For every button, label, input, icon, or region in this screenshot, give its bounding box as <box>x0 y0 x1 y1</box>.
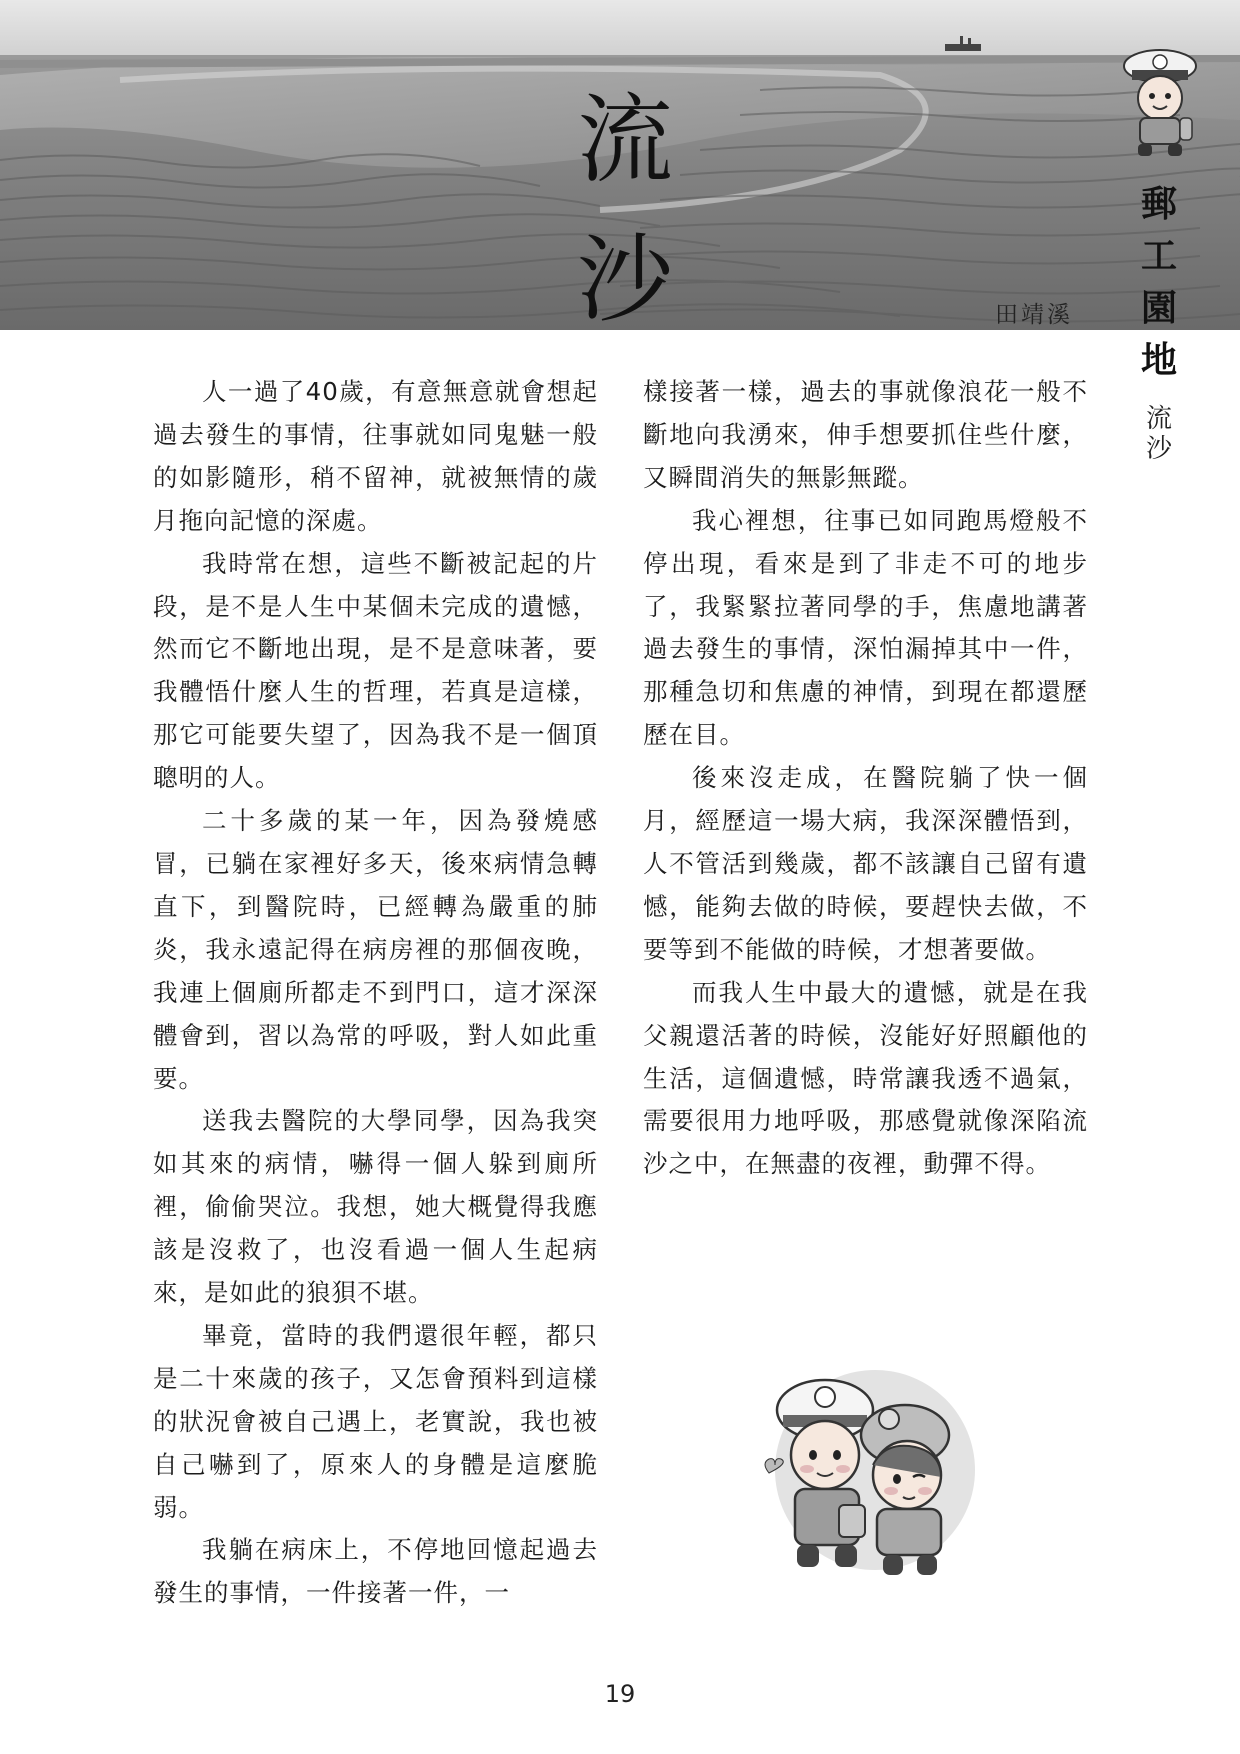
paragraph: 而我人生中最大的遺憾，就是在我父親還活著的時候，沒能好好照顧他的生活，這個遺憾，時常讓我透不過氣，需要很用力地呼吸，那感覺就像深陷流沙之中，在無盡的夜裡，動彈不得。 <box>643 977 1088 1179</box>
page-number: 19 <box>604 1680 636 1708</box>
paragraph: 我躺在病床上，不停地回憶起過去發生的事情，一件接著一件，一 <box>153 1535 598 1608</box>
paragraph: 畢竟，當時的我們還很年輕，都只是二十來歲的孩子，又怎會預料到這樣的狀況會被自己遇上，老實說，我也被自己嚇到了，原來人的身體是這麼脆弱。 <box>153 1320 598 1522</box>
mascot-icon <box>1118 44 1203 162</box>
paragraph: 後來沒走成，在醫院躺了快一個月，經歷這一場大病，我深深體悟到，人不管活到幾歲，都不該讓自己留有遺憾，能夠去做的時候，要趕快去做，不要等到不能做的時候，才想著要做。 <box>643 763 1088 964</box>
paragraph: 二十多歲的某一年，因為發燒感冒，已躺在家裡好多天，後來病情急轉直下，到醫院時，已經轉為嚴重的肺炎，我永遠記得在病房裡的那個夜晚，我連上個廁所都走不到門口，這才深深體會到，習以為常的呼吸，對人如此重要。 <box>153 806 598 1093</box>
section-name-vertical <box>1130 178 1188 386</box>
article-right-column <box>643 371 1088 1186</box>
paragraph: 我心裡想，往事已如同跑馬燈般不停出現，看來是到了非走不可的地步了，我緊緊拉著同學的手，焦慮地講著過去發生的事情，深怕漏掉其中一件，那種急切和焦慮的神情，到現在都還歷歷在目。 <box>643 505 1088 750</box>
title-char: 流 <box>577 84 673 196</box>
postal-couple-illustration <box>755 1355 980 1595</box>
title-char: 沙 <box>577 224 673 336</box>
author-name: 田靖溪 <box>995 302 1073 328</box>
article-name-char: 流 <box>1145 404 1172 434</box>
postman-mascot-image <box>1118 44 1203 162</box>
article-title <box>570 70 680 350</box>
section-char: 園 <box>1140 287 1177 329</box>
sidebar-vertical <box>1130 178 1188 464</box>
paragraph-continuation: 樣接著一樣，過去的事就像浪花一般不斷地向我湧來，伸手想要抓住些什麼，又瞬間消失的無影無蹤。 <box>643 377 1088 492</box>
section-char: 地 <box>1140 339 1177 381</box>
section-char: 郵 <box>1140 183 1177 225</box>
couple-mascot-icon <box>755 1355 980 1595</box>
article-name-char: 沙 <box>1145 434 1172 464</box>
paragraph: 我時常在想，這些不斷被記起的片段，是不是人生中某個未完成的遺憾，然而它不斷地出現，是不是意味著，要我體悟什麼人生的哲理，若真是這樣，那它可能要失望了，因為我不是一個頂聰明的人。 <box>153 548 598 793</box>
article-name-vertical <box>1130 404 1188 464</box>
paragraph: 送我去醫院的大學同學，因為我突如其來的病情，嚇得一個人躲到廁所裡，偷偷哭泣。我想，她大概覺得我應該是沒救了，也沒看過一個人生起病來，是如此的狼狽不堪。 <box>153 1106 598 1308</box>
paragraph: 人一過了40歲，有意無意就會想起過去發生的事情，往事就如同鬼魅一般的如影隨形，稍不留神，就被無情的歲月拖向記憶的深處。 <box>153 377 598 535</box>
section-char: 工 <box>1140 235 1177 277</box>
article-left-column <box>153 371 598 1615</box>
